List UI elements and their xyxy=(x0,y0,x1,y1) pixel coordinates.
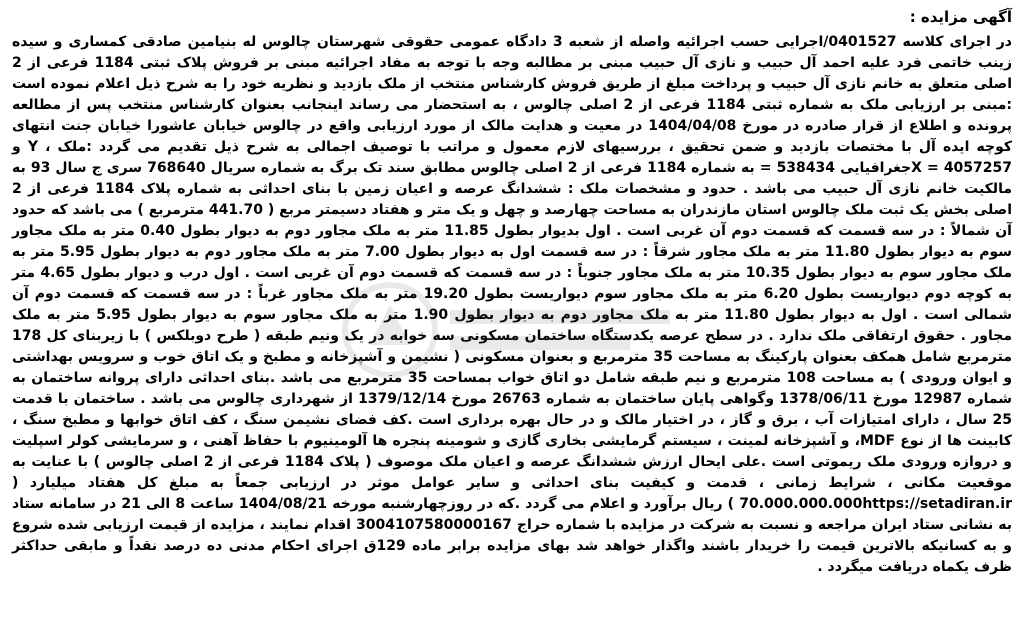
notice-body-text: در اجرای کلاسه 0401527/اجرایی حسب اجرائیه واصله از شعبه 3 دادگاه عمومی حقوقی شهرستان چالوس له بنیامین صادقی کمساری و سیده زینب خاتمی فرد علیه احمد آل حبیب و نازی آل حبیب مبنی بر مطالبه وجه با توجه به مفاد اجرائیه مبنی بر فروش پلاک ثبتی 1184 فرعی از 2 اصلی متعلق به خانم نازی آل حبیب و پرداخت مبلغ از طریق فروش کارشناس منتخب از ملک بازدید و نظریه خود را به شرح ذیل اعلام نموده است :مبنی بر ارزیابی ملک به شماره ثبتی 1184 فرعی از 2 اصلی چالوس ، به استحضار می رساند اینجانب بعنوان کارشناس منتخب پس از مطالعه پرونده و اطلاع از قرار صادره در مورخ 1404/04/08 در معیت و هدایت مالک از مورد ارزیابی واقع در چالوس خیابان عاشورا خیابان جنت انتهای کوچه ایده آل با مختصات بازدید و ضمن تحقیق ، بررسیهای لازم معمول و مراتب با توصیف اجمالی به شرح ذیل تقدیم می گردد :ملک ، Y و 4057257 = Xجغرافیایی 538434 = به شماره 1184 فرعی از 2 اصلی چالوس مطابق سند تک برگ به شماره سریال 768640 سری ج سال 93 به مالکیت خانم نازی آل حبیب می باشد . حدود و مشخصات ملک : ششدانگ عرصه و اعیان زمین با بنای احداثی به شماره پلاک 1184 فرعی از 2 اصلی بخش یک ثبت ملک چالوس استان مازندران به مساحت چهارصد و چهل و یک متر و هفتاد دسیمتر مربع ( 441.70 مترمربع ) می باشد که حدود آن شمالاً : در سه قسمت که قسمت دوم آن غربی است . اول بدیوار بطول 11.85 متر به ملک مجاور دوم به دیوار بطول 0.40 متر به ملک مجاور سوم به دیوار بطول 11.80 متر به ملک مجاور شرقاً : در سه قسمت اول به دیوار بطول 7.00 متر به ملک مجاور دوم به دیوار بطول 5.95 متر به ملک مجاور سوم به دیوار بطول 10.35 متر به ملک مجاور جنوباً : در سه قسمت که قسمت دوم آن غربی است . اول درب و دیوار بطول 4.65 متر به کوچه دوم دیواریست بطول 6.20 متر به ملک مجاور سوم دیواریست بطول 19.20 متر به ملک مجاور غرباً : در سه قسمت که قسمت دوم آن شمالی است . اول به دیوار بطول 11.80 متر به ملک مجاور دوم به دیوار بطول 1.90 متر به ملک مجاور سوم به دیوار بطول 5.95 متر به ملک مجاور . حقوق ارتفاقی ملک ندارد . در سطح عرصه یکدستگاه ساختمان مسکونی سه خوابه در یک ونیم طبقه ( طرح دوبلکس ) با زیربنای کل 178 مترمربع شامل همکف بعنوان پارکینگ به مساحت 35 مترمربع و بعنوان مسکونی ( نشیمن و آشپزخانه و مطبخ و یک اتاق خوب و سرویس بهداشتی و ایوان ورودی ) به مساحت 108 مترمربع و نیم طبقه شامل دو اتاق خواب بمساحت 35 مترمربع می باشد .بنای احداثی دارای پروانه ساختمان به شماره 12987 مورخ 1378/06/11 وگواهی پایان ساختمان به شماره 26763 مورخ 1379/12/14 از شهرداری چالوس می باشد . ساختمان با قدمت 25 سال ، دارای امتیازات آب ، برق و گاز ، در اختیار مالک و در حال بهره برداری است .کف فضای نشیمن سنگ ، کف اتاق خوابها و مطبخ سنگ ، کابینت ها از نوع MDF، و آشپزخانه لمینت ، سیستم گرمایشی بخاری گازی و شومینه پنجره ها آلومینیوم با حفاظ آهنی ، و سرمایشی کولر اسپلیت و دروازه ورودی ملک ریموتی است .علی ایحال ارزش ششدانگ عرصه و اعیان ملک موصوف ( پلاک 1184 فرعی از 2 اصلی چالوس ) با عنایت به موقعیت مکانی ، شرایط زمانی ، قدمت و کیفیت بنای احداثی و سایر عوامل موثر در ارزیابی جمعاً به مبلغ کل هفتاد میلیارد ( 70.000.000.000https://setadiran.ir ) ریال برآورد و اعلام می گردد .که در روزچهارشنبه مورخه 1404/08/21 ساعت 8 الی 21 در سامانه ستاد به نشانی ستاد ایران مراجعه و نسبت به شرکت در مزایده با شماره حراج 3004107580000167 اقدام نمایند ، مزایده از قیمت ارزیابی شده شروع و به کسانیکه بالاترین قیمت را خریدار باشند واگذار خواهد شد بهای مزایده برابر ماده 129ق اجرای احکام مدنی ده درصد نقداً و مابقی حداکثر ظرف یکماه دریافت میگردد . xyxy=(12,34,1013,575)
notice-heading: آگهی مزایده : xyxy=(909,8,1012,26)
